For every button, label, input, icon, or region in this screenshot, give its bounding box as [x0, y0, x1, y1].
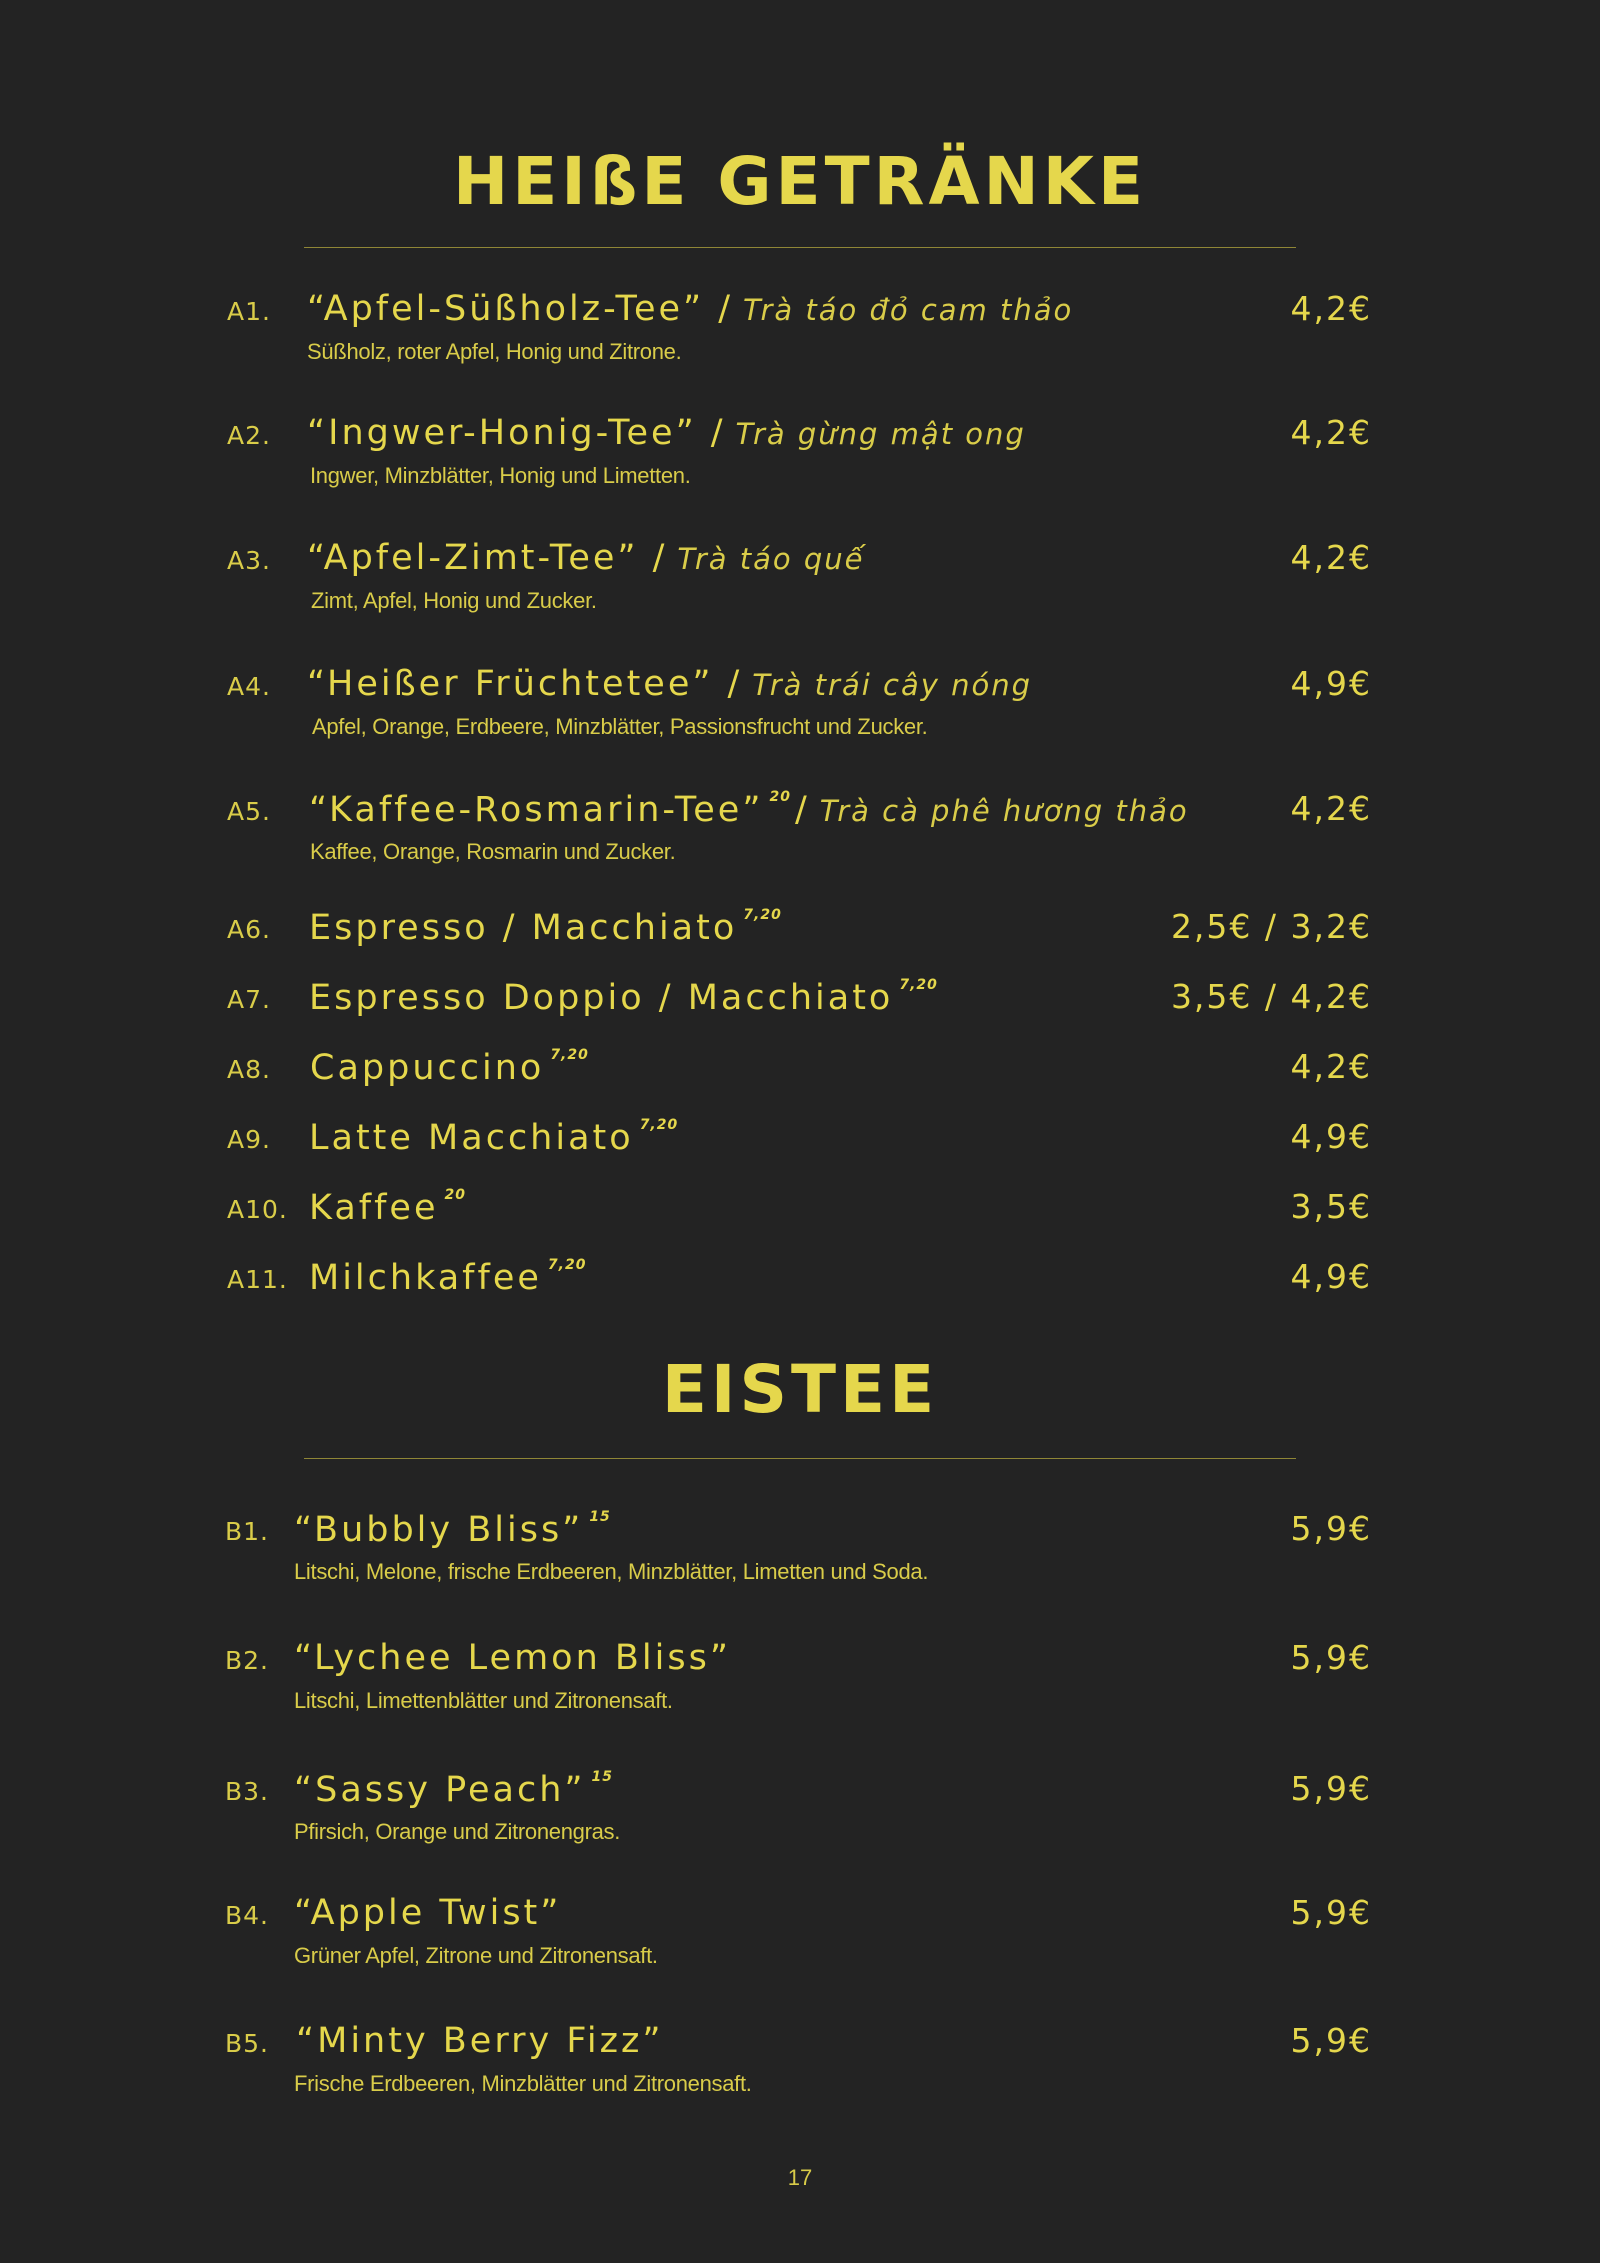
- item-code: B4.: [225, 1901, 270, 1930]
- item-name: “Apple Twist”: [294, 1893, 562, 1933]
- item-name: “Apfel-Zimt-Tee” / Trà táo quế: [307, 538, 865, 578]
- item-price: 4,2€: [1290, 1047, 1372, 1086]
- item-code: A9.: [227, 1125, 271, 1154]
- section-title-iced-tea: EISTEE: [661, 1351, 939, 1428]
- item-code: A10.: [227, 1195, 288, 1224]
- allergen-codes: 20: [444, 1187, 466, 1203]
- item-description: Ingwer, Minzblätter, Honig und Limetten.: [310, 463, 691, 488]
- item-price: 4,9€: [1290, 1117, 1372, 1156]
- item-description: Zimt, Apfel, Honig und Zucker.: [311, 588, 597, 613]
- item-price: 4,9€: [1290, 1257, 1372, 1296]
- item-price: 4,9€: [1290, 664, 1372, 703]
- item-name: “Minty Berry Fizz”: [296, 2021, 664, 2061]
- item-name: Espresso / Macchiato $^{7,20}$: [309, 907, 782, 948]
- item-price: 5,9€: [1290, 2021, 1372, 2060]
- page-number: 17: [787, 2165, 813, 2190]
- item-price: 4,2€: [1290, 413, 1372, 452]
- item-vietnamese-name: Trà trái cây nóng: [752, 668, 1033, 702]
- item-code: A11.: [227, 1265, 288, 1294]
- item-code: A7.: [227, 985, 271, 1014]
- item-price: 5,9€: [1290, 1893, 1372, 1932]
- item-name: “Lychee Lemon Bliss”: [294, 1638, 731, 1678]
- item-code: A8.: [227, 1055, 271, 1084]
- item-code: B2.: [225, 1646, 270, 1675]
- item-vietnamese-name: Trà cà phê hương thảo: [819, 794, 1189, 828]
- item-name: Milchkaffee $^{7,20}$: [309, 1257, 587, 1298]
- item-code: B5.: [225, 2029, 270, 2058]
- item-name: Espresso Doppio / Macchiato $^{7,20}$: [309, 977, 938, 1018]
- item-price: 5,9€: [1290, 1509, 1372, 1548]
- item-description: Litschi, Melone, frische Erdbeeren, Minzblätter, Limetten und Soda.: [294, 1559, 929, 1584]
- section-divider: [304, 1458, 1296, 1459]
- item-code: A3.: [227, 546, 271, 575]
- item-code: A1.: [227, 297, 271, 326]
- item-price: 5,9€: [1290, 1638, 1372, 1677]
- allergen-codes: 7,20: [743, 907, 782, 923]
- item-name: “Ingwer-Honig-Tee” / Trà gừng mật ong: [307, 413, 1026, 453]
- item-description: Süßholz, roter Apfel, Honig und Zitrone.: [307, 339, 682, 364]
- item-code: A2.: [227, 421, 271, 450]
- item-name: “Kaffee-Rosmarin-Tee” $^{20}$ / Trà cà phê hương thảo: [309, 789, 1189, 830]
- section-title-hot-drinks: HEIßE GETRÄNKE: [452, 143, 1148, 220]
- item-description: Pfirsich, Orange und Zitronengras.: [294, 1819, 621, 1844]
- item-price: 3,5€ / 4,2€: [1170, 977, 1372, 1016]
- allergen-codes: 7,20: [639, 1117, 679, 1133]
- allergen-codes: 15: [589, 1509, 611, 1525]
- item-name: Latte Macchiato $^{7,20}$: [309, 1117, 679, 1158]
- item-price: 3,5€: [1290, 1187, 1372, 1226]
- item-vietnamese-name: Trà táo quế: [677, 542, 865, 576]
- section-divider: [304, 247, 1296, 248]
- item-code: B1.: [225, 1517, 270, 1546]
- item-description: Litschi, Limettenblätter und Zitronensaft.: [294, 1688, 673, 1713]
- item-vietnamese-name: Trà gừng mật ong: [735, 417, 1026, 451]
- item-name: “Bubbly Bliss” $^{15}$: [294, 1509, 611, 1550]
- item-code: A5.: [227, 797, 271, 826]
- item-description: Frische Erdbeeren, Minzblätter und Zitronensaft.: [294, 2071, 752, 2096]
- item-code: B3.: [225, 1777, 270, 1806]
- item-vietnamese-name: Trà táo đỏ cam thảo: [742, 293, 1074, 327]
- item-name: “Apfel-Süßholz-Tee” / Trà táo đỏ cam thảo: [307, 289, 1074, 329]
- item-price: 2,5€ / 3,2€: [1170, 907, 1372, 946]
- item-name: “Sassy Peach” $^{15}$: [294, 1769, 613, 1810]
- item-code: A6.: [227, 915, 271, 944]
- item-name: “Heißer Früchtetee” / Trà trái cây nóng: [307, 664, 1033, 704]
- allergen-codes: 15: [591, 1769, 613, 1785]
- item-price: 4,2€: [1290, 289, 1372, 328]
- item-name: Cappuccino $^{7,20}$: [310, 1047, 589, 1088]
- allergen-codes: 7,20: [547, 1257, 587, 1273]
- allergen-codes: 7,20: [899, 977, 938, 993]
- item-price: 4,2€: [1290, 789, 1372, 828]
- item-description: Kaffee, Orange, Rosmarin und Zucker.: [310, 839, 676, 864]
- item-price: 5,9€: [1290, 1769, 1372, 1808]
- allergen-codes: 20: [769, 789, 791, 805]
- allergen-codes: 7,20: [550, 1047, 589, 1063]
- item-description: Apfel, Orange, Erdbeere, Minzblätter, Passionsfrucht und Zucker.: [312, 714, 928, 739]
- item-description: Grüner Apfel, Zitrone und Zitronensaft.: [294, 1943, 658, 1968]
- item-code: A4.: [227, 672, 271, 701]
- item-price: 4,2€: [1290, 538, 1372, 577]
- item-name: Kaffee $^{20}$: [309, 1187, 466, 1228]
